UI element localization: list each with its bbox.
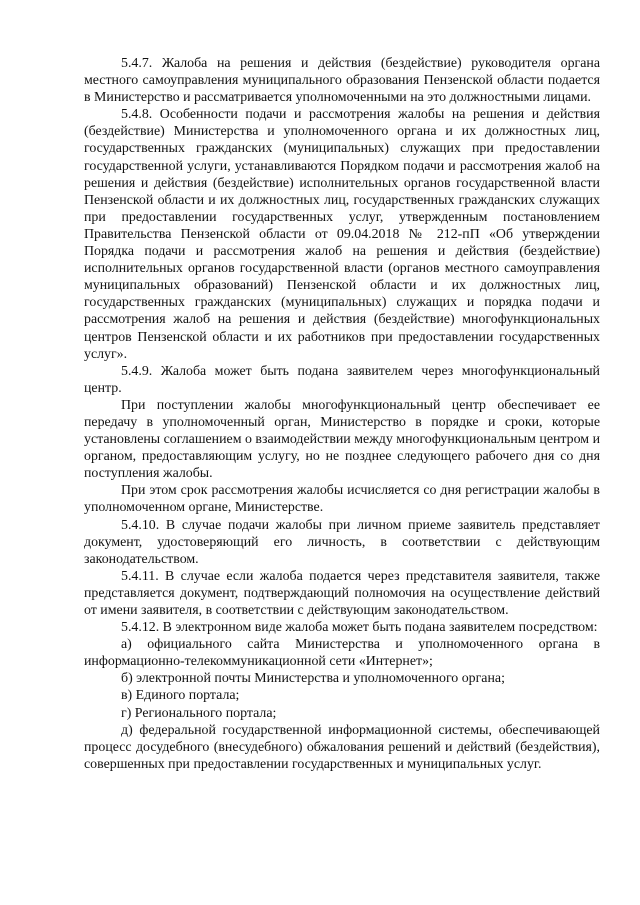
paragraph-5-4-7: 5.4.7. Жалоба на решения и действия (бездействие) руководителя органа местного самоуправления муниципального образования Пензенской области подается в Министерство и рассматривается уполномоченными на это должностными лицами. bbox=[84, 56, 600, 106]
paragraph-5-4-11: 5.4.11. В случае если жалоба подается через представителя заявителя, также представляется документ, подтверждающий полномочия на осуществление действий от имени заявителя, в соответствии с действующим законодательством. bbox=[84, 568, 600, 618]
paragraph-mfc-transfer: При поступлении жалобы многофункциональный центр обеспечивает ее передачу в уполномоченный орган, Министерство в порядке и сроки, которые установлены соглашением о взаимодействии между многофункциональным центром и органом, предоставляющим услугу, но не позднее следующего рабочего дня со дня поступления жалобы. bbox=[84, 397, 600, 482]
list-item-g: г) Регионального портала; bbox=[121, 705, 277, 721]
list-item-d: д) федеральной государственной информационной системы, обеспечивающей процесс досудебного (внесудебного) обжалования решений и действий (бездействия), совершенных при предоставлении государственных и муниципальных услуг. bbox=[84, 722, 600, 772]
list-item-a: а) официального сайта Министерства и уполномоченного органа в информационно-телекоммуникационной сети «Интернет»; bbox=[84, 637, 600, 670]
paragraph-5-4-9: 5.4.9. Жалоба может быть подана заявителем через многофункциональный центр. bbox=[84, 363, 600, 396]
list-item-v: в) Единого портала; bbox=[121, 688, 240, 704]
paragraph-5-4-10: 5.4.10. В случае подачи жалобы при личном приеме заявитель представляет документ, удостоверяющий его личность, в соответствии с действующим законодательством. bbox=[84, 517, 600, 567]
paragraph-5-4-8: 5.4.8. Особенности подачи и рассмотрения жалобы на решения и действия (бездействие) Министерства и уполномоченного органа и их должностных лиц, государственных гражданских (муниципальных) служащих при предоставлении государственной услуги, устанавливаются Порядком подачи и рассмотрения жалоб на решения и действия (бездействие) исполнительных органов государственной власти Пензенской области и их должностных лиц, государственных гражданских служащих при предоставлении государственных услуг, утвержденным постановлением Правительства Пензенской области от 09.04.2018 № 212-пП «Об утверждении Порядка подачи и рассмотрения жалоб на решения и действия (бездействие) исполнительных органов государственной власти (органов местного самоуправления муниципальных образований) Пензенской области и их должностных лиц, государственных гражданских (муниципальных) служащих и порядка подачи и рассмотрения жалоб на решения и действия (бездействие) многофункциональных центров Пензенской области и их работников при предоставлении государственных услуг». bbox=[84, 107, 600, 362]
document-page bbox=[84, 55, 600, 773]
paragraph-5-4-12: 5.4.12. В электронном виде жалоба может быть подана заявителем посредством: bbox=[121, 620, 598, 636]
paragraph-review-term: При этом срок рассмотрения жалобы исчисляется со дня регистрации жалобы в уполномоченном органе, Министерстве. bbox=[84, 483, 600, 516]
list-item-b: б) электронной почты Министерства и уполномоченного органа; bbox=[121, 671, 505, 687]
